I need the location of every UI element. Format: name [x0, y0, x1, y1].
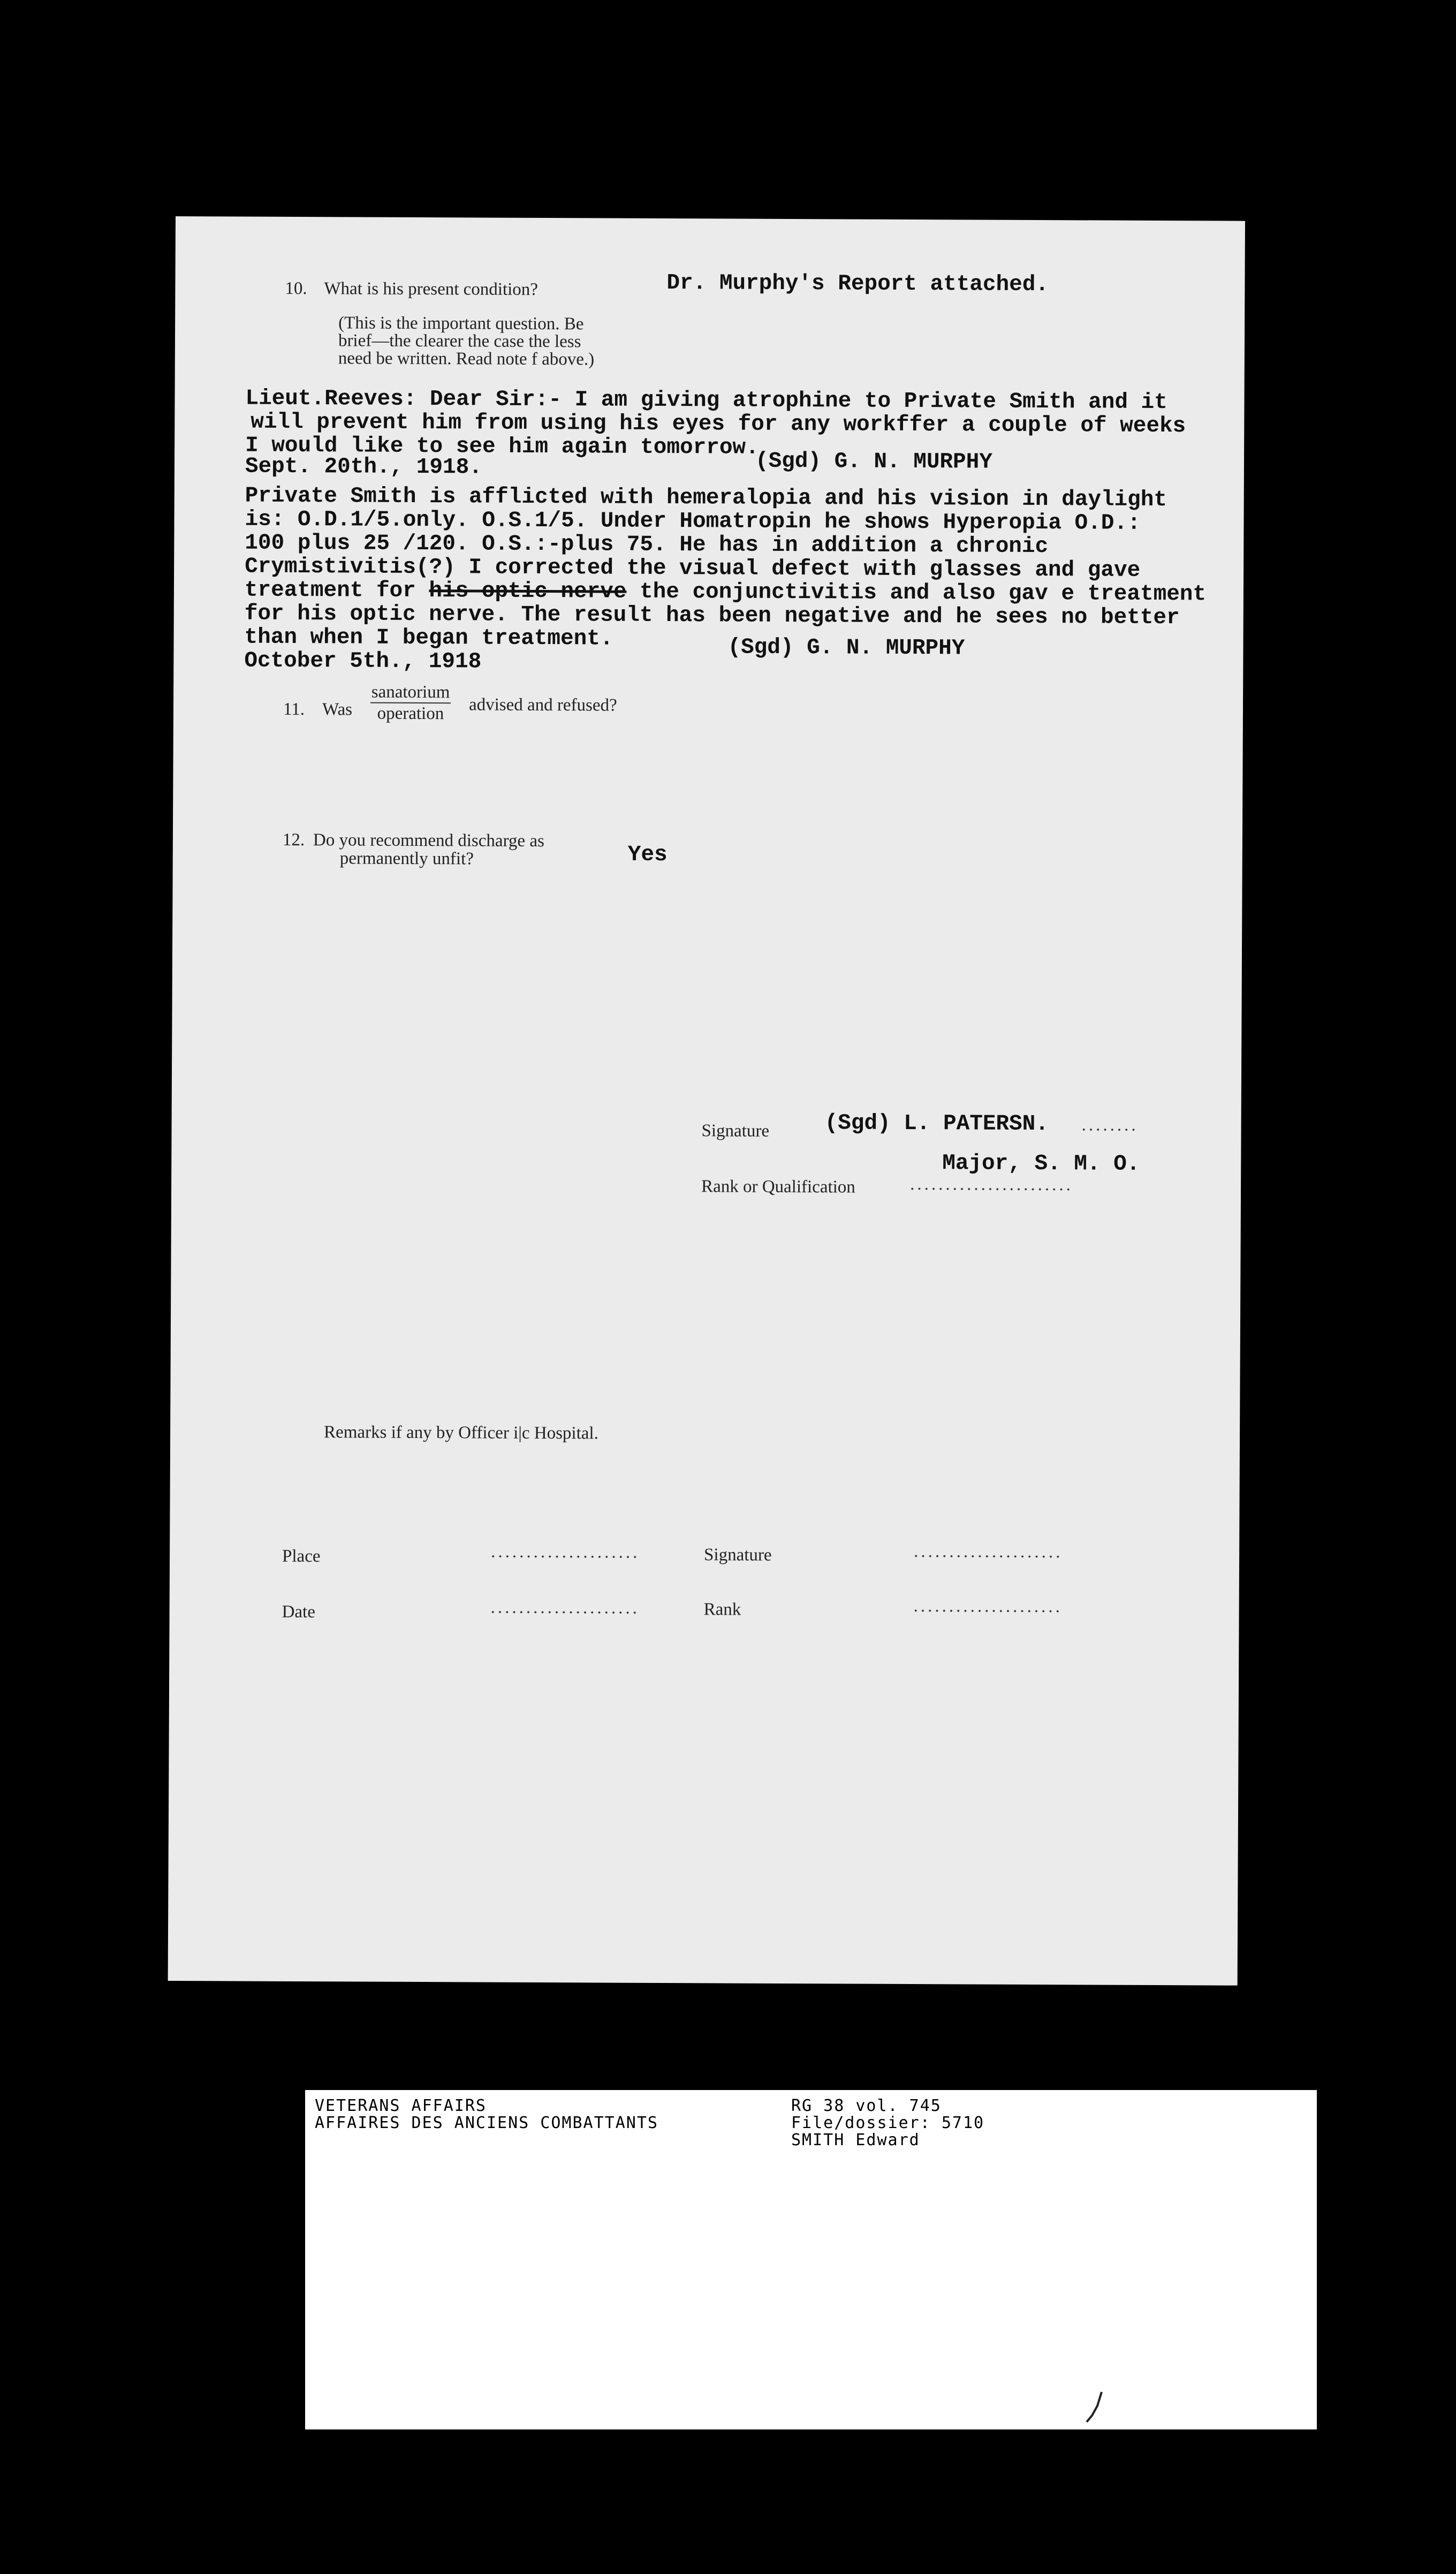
- report-2-line: 100 plus 25 /120. O.S.:-plus 75. He has in addition a chronic: [245, 531, 1049, 559]
- report-2-text: [244, 484, 1207, 677]
- archive-department-fr: AFFAIRES DES ANCIENS COMBATTANTS: [315, 2114, 658, 2132]
- report-2-line: treatment for his optic nerve the conjunctivitis and also gav e treatment: [244, 578, 1207, 607]
- report-2-line: is: O.D.1/5.only. O.S.1/5. Under Homatropin he shows Hyperopia O.D.:: [245, 507, 1141, 536]
- report-1-line: Lieut.Reeves: Dear Sir:- I am giving atrophine to Private Smith and it: [245, 386, 1167, 415]
- q11-number: 11.: [283, 699, 305, 720]
- rank-dots: .......................: [910, 1175, 1073, 1195]
- place-dots: .....................: [491, 1542, 640, 1562]
- report-1-line: I would like to see him again tomorrow.: [245, 433, 759, 460]
- q11-suffix: advised and refused?: [468, 695, 617, 715]
- q12-number: 12.: [282, 830, 305, 850]
- q10-answer: Dr. Murphy's Report attached.: [666, 271, 1049, 298]
- date-label: Date: [282, 1602, 316, 1622]
- q11-option-sanatorium: sanatorium: [371, 682, 450, 702]
- archive-subject-name: SMITH Edward: [791, 2131, 920, 2149]
- q12-question-line2: permanently unfit?: [339, 849, 474, 869]
- report-2-date: October 5th., 1918: [244, 648, 482, 675]
- report-2-line: than when I began treatment.: [244, 625, 613, 652]
- archive-card-left: [315, 2098, 658, 2132]
- date-dots: .....................: [490, 1598, 640, 1618]
- struck-text: his optic nerve: [429, 579, 627, 604]
- archive-reference-card: [305, 2090, 1317, 2429]
- signature2-label: Signature: [704, 1545, 772, 1565]
- rank2-dots: .....................: [913, 1596, 1063, 1617]
- report-2-line: for his optic nerve. The result has been negative and he sees no better: [244, 601, 1180, 631]
- form-page: [168, 216, 1245, 1986]
- report-1-date: Sept. 20th., 1918.: [245, 454, 482, 480]
- remarks-label: Remarks if any by Officer i|c Hospital.: [324, 1422, 598, 1443]
- q10-note: [338, 314, 595, 368]
- report-2-line: Crymistivitis(?) I corrected the visual defect with glasses and gave: [245, 554, 1141, 583]
- archive-record-group: RG 38 vol. 745: [791, 2096, 942, 2115]
- place-label: Place: [282, 1546, 321, 1566]
- signature-label: Signature: [701, 1121, 770, 1141]
- signature2-dots: .....................: [914, 1542, 1063, 1562]
- q12-answer: Yes: [627, 842, 668, 868]
- q10-question: What is his present condition?: [324, 279, 539, 299]
- rank-label: Rank or Qualification: [701, 1177, 855, 1197]
- report-1-text: [245, 387, 1186, 462]
- report-1-signature: (Sgd) G. N. MURPHY: [755, 449, 992, 475]
- report-1-line: will prevent him from using his eyes for any workffer a couple of weeks: [251, 410, 1186, 439]
- pen-mark: [1076, 2390, 1108, 2427]
- rank2-label: Rank: [703, 1600, 741, 1619]
- archive-department-en: VETERANS AFFAIRS: [315, 2096, 487, 2115]
- q10-note-line: brief—the clearer the case the less: [338, 331, 581, 352]
- q11-prefix: Was: [322, 700, 353, 720]
- archive-file-number: File/dossier: 5710: [791, 2114, 985, 2132]
- rank-value: Major, S. M. O.: [942, 1151, 1140, 1177]
- signature-value: (Sgd) L. PATERSN.: [824, 1111, 1049, 1137]
- signature-dots: ........: [1081, 1115, 1139, 1135]
- q10-number: 10.: [285, 278, 307, 299]
- archive-card-right: [791, 2098, 984, 2149]
- q12-question-line1: Do you recommend discharge as: [313, 830, 544, 851]
- q11-option-operation: operation: [377, 703, 444, 724]
- report-2-line: Private Smith is afflicted with hemeralopia and his vision in daylight: [245, 483, 1167, 513]
- q10-note-line: (This is the important question. Be: [338, 313, 584, 334]
- q11-options: [370, 682, 451, 724]
- report-2-signature: (Sgd) G. N. MURPHY: [727, 635, 965, 661]
- q10-note-line: need be written. Read note f above.): [338, 349, 595, 369]
